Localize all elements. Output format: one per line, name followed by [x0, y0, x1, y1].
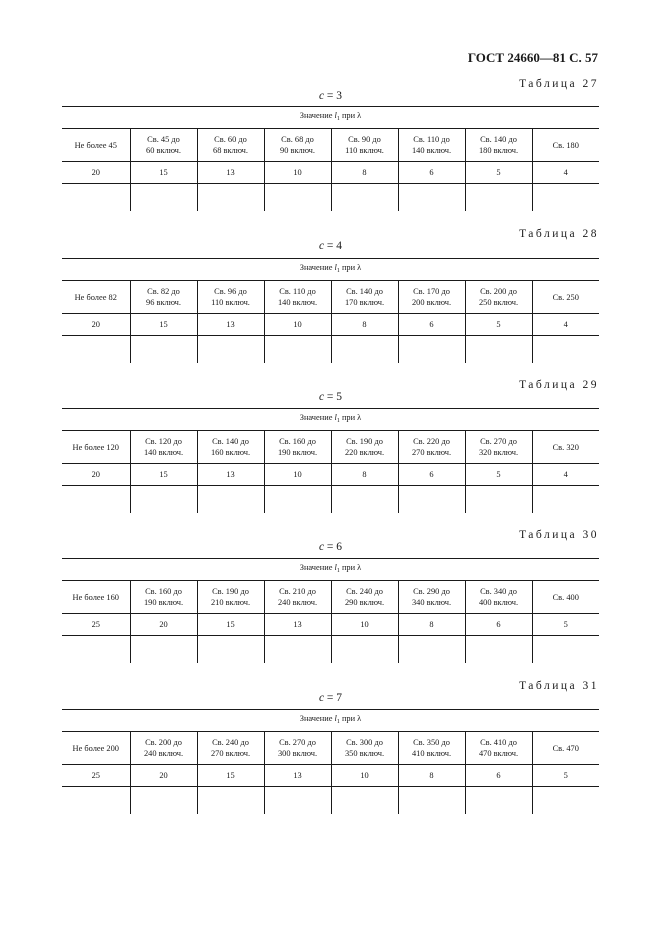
- value-cell: 25: [62, 765, 130, 787]
- header-line-2: 140 включ.: [143, 448, 184, 457]
- empty-cell: [398, 486, 465, 514]
- header-cell: [465, 281, 532, 314]
- header-line-2: 190 включ.: [143, 598, 184, 607]
- header-line-2: 350 включ.: [344, 749, 385, 758]
- title-var: l: [334, 111, 337, 120]
- empty-cell: [532, 184, 599, 212]
- title-prefix: Значение: [299, 563, 333, 572]
- title-prefix: Значение: [299, 263, 333, 272]
- value-cell: 25: [62, 614, 130, 636]
- header-line-1: Св. 68 до: [281, 135, 314, 144]
- header-cell: [264, 431, 331, 464]
- value-cell: 4: [532, 464, 599, 486]
- header-line-1: Св. 350 до: [413, 738, 450, 747]
- empty-cell: [465, 184, 532, 212]
- value-cell: 10: [331, 614, 398, 636]
- title-sub: 1: [336, 418, 340, 424]
- empty-cell: [331, 184, 398, 212]
- header-line-2: 300 включ.: [277, 749, 318, 758]
- header-cell: [465, 732, 532, 765]
- value-cell: 6: [465, 765, 532, 787]
- header-cell: [62, 581, 130, 614]
- header-cell: [532, 581, 599, 614]
- header-line-1: Не более 200: [72, 743, 119, 753]
- table-caption: Таблица 31: [519, 680, 599, 692]
- header-cell: [532, 431, 599, 464]
- header-line-2: 180 включ.: [478, 146, 519, 155]
- header-cell: [264, 581, 331, 614]
- header-line-2: 270 включ.: [210, 749, 251, 758]
- header-line-1: Св. 110 до: [413, 135, 450, 144]
- header-cell: [331, 431, 398, 464]
- empty-cell: [331, 636, 398, 664]
- empty-cell: [331, 787, 398, 815]
- title-suffix: при λ: [341, 714, 362, 723]
- header-line-1: Св. 270 до: [480, 437, 517, 446]
- header-line-2: 160 включ.: [210, 448, 251, 457]
- empty-cell: [264, 787, 331, 815]
- page-header: ГОСТ 24660—81 С. 57: [467, 50, 598, 65]
- title-prefix: Значение: [299, 111, 333, 120]
- header-line-2: 90 включ.: [280, 146, 315, 155]
- empty-cell: [264, 336, 331, 364]
- header-cell: [465, 129, 532, 162]
- c-value: = 4: [326, 240, 343, 252]
- value-cell: 13: [197, 314, 264, 336]
- title-suffix: при λ: [341, 263, 362, 272]
- data-table: [62, 709, 599, 814]
- value-cell: 5: [465, 162, 532, 184]
- c-label: c: [318, 692, 325, 704]
- header-line-2: 410 включ.: [411, 749, 452, 758]
- header-line-1: Св. 140 до: [346, 287, 383, 296]
- value-cell: 20: [130, 614, 197, 636]
- value-cell: 8: [331, 162, 398, 184]
- empty-cell: [197, 486, 264, 514]
- title-suffix: при λ: [341, 111, 362, 120]
- header-line-1: Св. 190 до: [212, 587, 249, 596]
- empty-cell: [398, 336, 465, 364]
- value-cell: 15: [197, 614, 264, 636]
- empty-cell: [398, 184, 465, 212]
- header-cell: [130, 129, 197, 162]
- header-line-1: Св. 320: [552, 442, 579, 452]
- header-line-1: Св. 240 до: [346, 587, 383, 596]
- empty-cell: [130, 787, 197, 815]
- header-line-1: Св. 240 до: [212, 738, 249, 747]
- value-cell: 8: [331, 314, 398, 336]
- header-cell: [62, 129, 130, 162]
- header-cell: [398, 129, 465, 162]
- value-cell: 8: [398, 614, 465, 636]
- header-line-1: Св. 250: [552, 292, 579, 302]
- title-prefix: Значение: [299, 714, 333, 723]
- header-cell: [398, 281, 465, 314]
- empty-cell: [532, 486, 599, 514]
- value-cell: 20: [130, 765, 197, 787]
- title-var: l: [334, 563, 337, 572]
- c-parameter: [62, 541, 599, 553]
- c-parameter: [62, 240, 599, 252]
- header-cell: [130, 431, 197, 464]
- header-line-1: Св. 410 до: [480, 738, 517, 747]
- empty-cell: [62, 787, 130, 815]
- header-line-1: Св. 120 до: [145, 437, 182, 446]
- header-line-1: Св. 82 до: [147, 287, 180, 296]
- header-line-1: Не более 160: [72, 592, 119, 602]
- empty-cell: [130, 486, 197, 514]
- data-table: [62, 408, 599, 513]
- value-cell: 5: [532, 614, 599, 636]
- title-sub: 1: [336, 116, 340, 122]
- title-suffix: при λ: [341, 413, 362, 422]
- c-label: c: [318, 391, 325, 403]
- value-cell: 13: [197, 464, 264, 486]
- table-caption: Таблица 27: [519, 78, 599, 90]
- empty-cell: [398, 636, 465, 664]
- header-cell: [130, 732, 197, 765]
- table-title: [62, 409, 599, 431]
- table-title: [62, 259, 599, 281]
- value-cell: 10: [264, 464, 331, 486]
- header-cell: [532, 732, 599, 765]
- header-cell: [197, 129, 264, 162]
- table-title: [62, 710, 599, 732]
- empty-cell: [130, 636, 197, 664]
- header-line-1: Св. 200 до: [480, 287, 517, 296]
- table-caption: Таблица 30: [519, 529, 599, 541]
- header-cell: [197, 581, 264, 614]
- header-cell: [532, 281, 599, 314]
- empty-cell: [197, 636, 264, 664]
- value-cell: 13: [264, 765, 331, 787]
- header-line-1: Св. 290 до: [413, 587, 450, 596]
- header-line-1: Св. 200 до: [145, 738, 182, 747]
- header-line-2: 320 включ.: [478, 448, 519, 457]
- c-parameter: [62, 692, 599, 704]
- empty-cell: [130, 336, 197, 364]
- header-line-2: 220 включ.: [344, 448, 385, 457]
- title-sub: 1: [336, 568, 340, 574]
- header-line-1: Не более 120: [72, 442, 119, 452]
- c-parameter: [62, 90, 599, 102]
- title-sub: 1: [336, 719, 340, 725]
- header-line-2: 210 включ.: [210, 598, 251, 607]
- header-cell: [398, 732, 465, 765]
- header-line-2: 240 включ.: [143, 749, 184, 758]
- header-line-1: Св. 45 до: [147, 135, 180, 144]
- empty-cell: [62, 184, 130, 212]
- value-cell: 13: [264, 614, 331, 636]
- table-caption: Таблица 28: [519, 228, 599, 240]
- header-line-2: 290 включ.: [344, 598, 385, 607]
- header-line-1: Св. 210 до: [279, 587, 316, 596]
- value-cell: 4: [532, 162, 599, 184]
- empty-cell: [62, 336, 130, 364]
- header-line-1: Св. 160 до: [279, 437, 316, 446]
- title-suffix: при λ: [341, 563, 362, 572]
- empty-cell: [532, 336, 599, 364]
- header-line-1: Св. 90 до: [348, 135, 381, 144]
- header-line-2: 140 включ.: [411, 146, 452, 155]
- header-line-2: 140 включ.: [277, 298, 318, 307]
- empty-cell: [130, 184, 197, 212]
- header-cell: [264, 732, 331, 765]
- header-line-1: Св. 96 до: [214, 287, 247, 296]
- empty-cell: [532, 787, 599, 815]
- header-line-1: Св. 340 до: [480, 587, 517, 596]
- empty-cell: [264, 486, 331, 514]
- header-line-1: Св. 470: [552, 743, 579, 753]
- data-table: [62, 558, 599, 663]
- value-cell: 8: [398, 765, 465, 787]
- value-cell: 20: [62, 162, 130, 184]
- c-value: = 3: [326, 90, 343, 102]
- c-value: = 7: [326, 692, 343, 704]
- header-cell: [398, 581, 465, 614]
- empty-cell: [197, 787, 264, 815]
- table-caption: Таблица 29: [519, 379, 599, 391]
- empty-cell: [532, 636, 599, 664]
- header-line-1: Св. 110 до: [279, 287, 316, 296]
- header-cell: [331, 732, 398, 765]
- value-cell: 6: [398, 314, 465, 336]
- empty-cell: [465, 787, 532, 815]
- header-line-1: Св. 220 до: [413, 437, 450, 446]
- header-line-1: Св. 180: [552, 140, 579, 150]
- title-var: l: [334, 413, 337, 422]
- value-cell: 10: [264, 314, 331, 336]
- header-line-2: 470 включ.: [478, 749, 519, 758]
- empty-cell: [197, 184, 264, 212]
- table-title: [62, 107, 599, 129]
- value-cell: 5: [465, 314, 532, 336]
- header-line-2: 110 включ.: [345, 146, 384, 155]
- header-line-1: Не более 45: [74, 140, 117, 150]
- header-line-1: Св. 140 до: [212, 437, 249, 446]
- value-cell: 15: [130, 314, 197, 336]
- value-cell: 5: [532, 765, 599, 787]
- empty-cell: [62, 636, 130, 664]
- value-cell: 15: [130, 162, 197, 184]
- c-value: = 5: [326, 391, 343, 403]
- header-cell: [264, 281, 331, 314]
- title-sub: 1: [336, 268, 340, 274]
- header-line-1: Не более 82: [74, 292, 117, 302]
- header-cell: [264, 129, 331, 162]
- header-line-2: 400 включ.: [478, 598, 519, 607]
- header-cell: [465, 431, 532, 464]
- header-line-2: 110 включ.: [211, 298, 250, 307]
- empty-cell: [331, 336, 398, 364]
- header-line-1: Св. 170 до: [413, 287, 450, 296]
- empty-cell: [264, 636, 331, 664]
- header-line-2: 60 включ.: [146, 146, 181, 155]
- value-cell: 10: [331, 765, 398, 787]
- header-cell: [130, 281, 197, 314]
- header-cell: [62, 281, 130, 314]
- value-cell: 4: [532, 314, 599, 336]
- header-line-2: 270 включ.: [411, 448, 452, 457]
- header-cell: [197, 431, 264, 464]
- header-cell: [62, 732, 130, 765]
- header-line-2: 68 включ.: [213, 146, 248, 155]
- header-line-1: Св. 160 до: [145, 587, 182, 596]
- data-table: [62, 106, 599, 211]
- header-cell: [130, 581, 197, 614]
- c-parameter: [62, 391, 599, 403]
- header-line-1: Св. 60 до: [214, 135, 247, 144]
- header-cell: [331, 581, 398, 614]
- header-line-1: Св. 270 до: [279, 738, 316, 747]
- header-line-2: 240 включ.: [277, 598, 318, 607]
- empty-cell: [197, 336, 264, 364]
- empty-cell: [465, 336, 532, 364]
- title-var: l: [334, 714, 337, 723]
- empty-cell: [398, 787, 465, 815]
- header-line-2: 170 включ.: [344, 298, 385, 307]
- header-line-2: 340 включ.: [411, 598, 452, 607]
- c-label: c: [318, 90, 325, 102]
- title-prefix: Значение: [299, 413, 333, 422]
- header-cell: [331, 281, 398, 314]
- value-cell: 20: [62, 314, 130, 336]
- data-table: [62, 258, 599, 363]
- c-label: c: [318, 541, 325, 553]
- header-line-2: 250 включ.: [478, 298, 519, 307]
- header-line-1: Св. 140 до: [480, 135, 517, 144]
- value-cell: 8: [331, 464, 398, 486]
- value-cell: 15: [130, 464, 197, 486]
- value-cell: 13: [197, 162, 264, 184]
- empty-cell: [62, 486, 130, 514]
- header-cell: [331, 129, 398, 162]
- header-line-2: 200 включ.: [411, 298, 452, 307]
- header-cell: [465, 581, 532, 614]
- value-cell: 10: [264, 162, 331, 184]
- header-cell: [398, 431, 465, 464]
- header-cell: [197, 281, 264, 314]
- empty-cell: [465, 636, 532, 664]
- empty-cell: [331, 486, 398, 514]
- value-cell: 6: [465, 614, 532, 636]
- value-cell: 6: [398, 464, 465, 486]
- header-cell: [197, 732, 264, 765]
- empty-cell: [465, 486, 532, 514]
- header-line-2: 96 включ.: [146, 298, 181, 307]
- header-cell: [532, 129, 599, 162]
- value-cell: 5: [465, 464, 532, 486]
- header-line-1: Св. 190 до: [346, 437, 383, 446]
- value-cell: 6: [398, 162, 465, 184]
- c-value: = 6: [326, 541, 343, 553]
- header-cell: [62, 431, 130, 464]
- value-cell: 20: [62, 464, 130, 486]
- value-cell: 15: [197, 765, 264, 787]
- header-line-1: Св. 400: [552, 592, 579, 602]
- title-var: l: [334, 263, 337, 272]
- c-label: c: [318, 240, 325, 252]
- table-title: [62, 559, 599, 581]
- header-line-1: Св. 300 до: [346, 738, 383, 747]
- header-line-2: 190 включ.: [277, 448, 318, 457]
- empty-cell: [264, 184, 331, 212]
